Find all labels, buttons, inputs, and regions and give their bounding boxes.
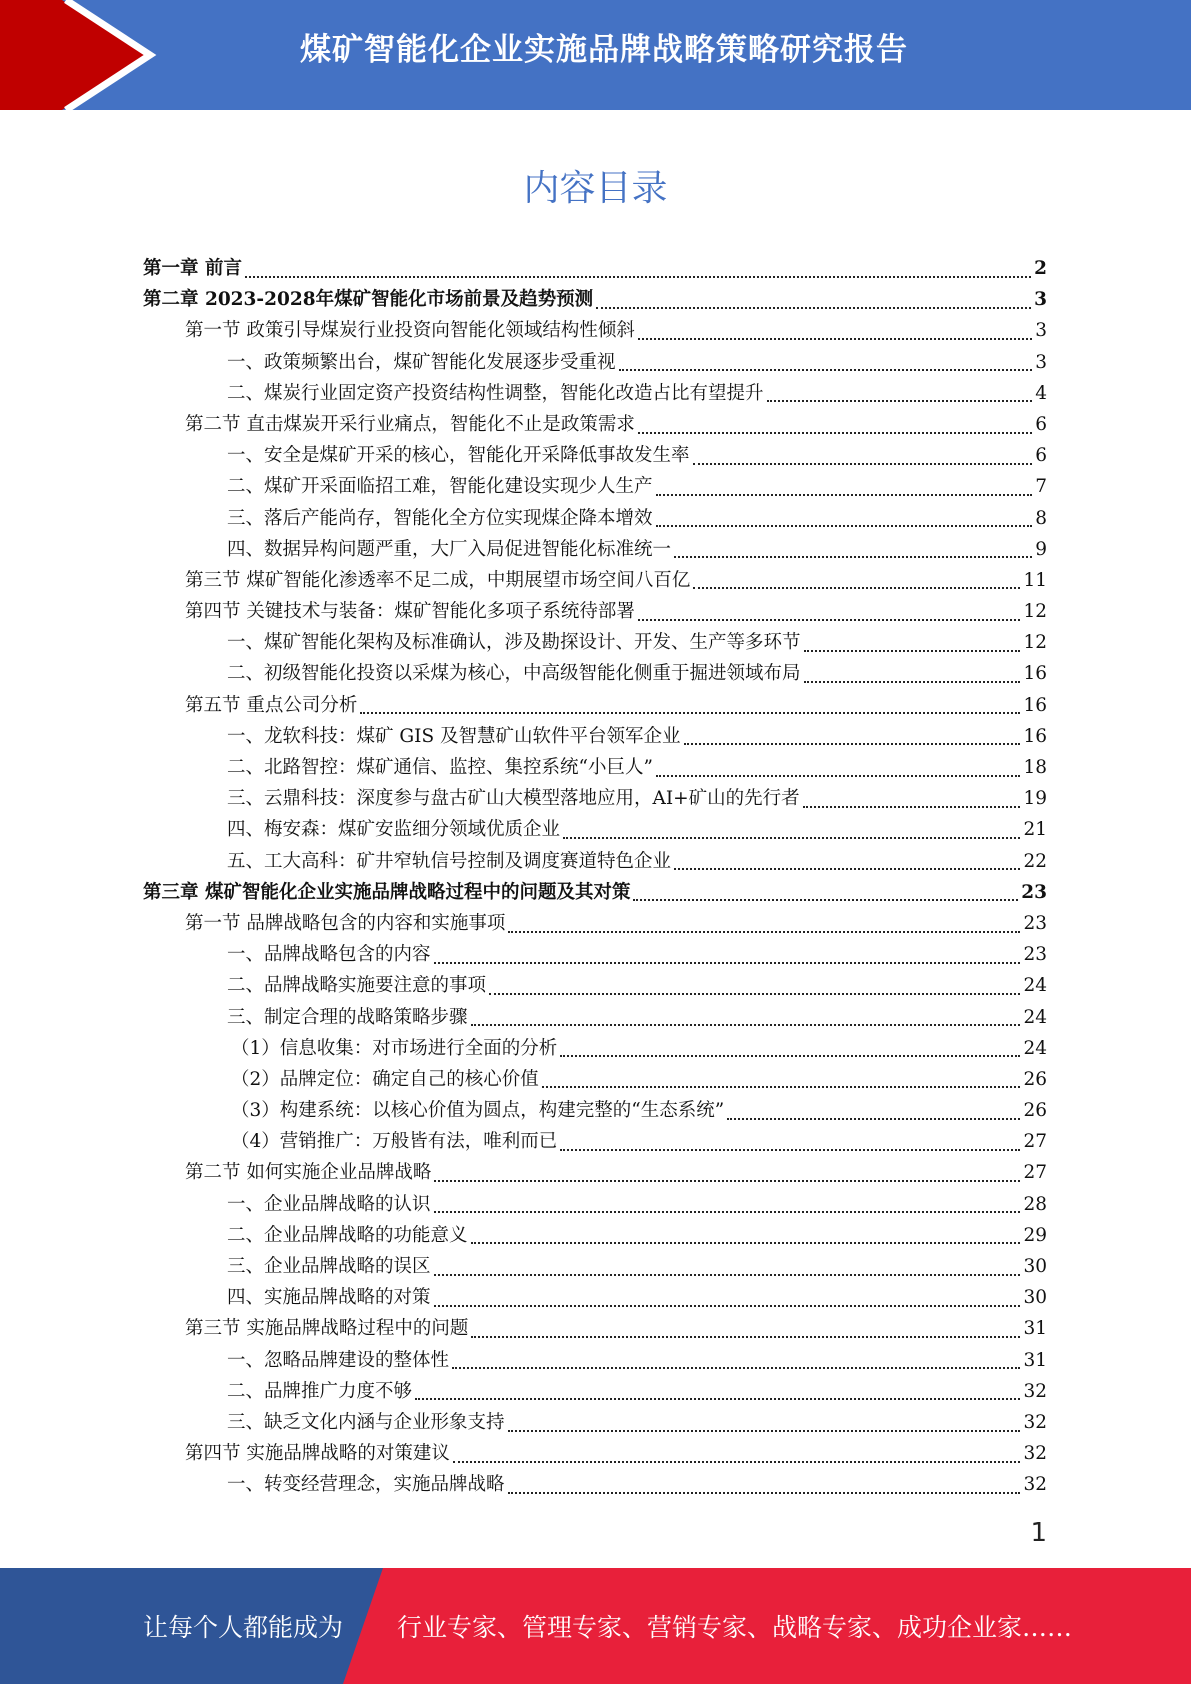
toc-entry-text: 第二节 如何实施企业品牌战略 (185, 1162, 432, 1184)
toc-entry-page: 18 (1023, 757, 1047, 778)
toc-entry-page: 6 (1035, 413, 1047, 435)
toc-entry-page: 31 (1023, 1349, 1047, 1371)
header-title: 煤矿智能化企业实施品牌战略策略研究报告 (300, 32, 908, 68)
toc-leader-dots (674, 556, 1032, 558)
toc-entry-page: 23 (1023, 912, 1047, 934)
toc-entry-page: 3 (1035, 351, 1047, 373)
toc-entry[interactable] (143, 1095, 1047, 1126)
toc-leader-dots (674, 868, 1020, 870)
toc-entry-text: （4）营销推广：万般皆有法，唯利而已 (231, 1131, 558, 1153)
toc-entry[interactable] (143, 378, 1047, 409)
toc-entry-page: 26 (1023, 1100, 1047, 1122)
toc-leader-dots (638, 619, 1021, 621)
toc-entry[interactable] (143, 721, 1047, 752)
toc-leader-dots (434, 1211, 1021, 1213)
toc-entry[interactable] (143, 752, 1047, 783)
toc-leader-dots (693, 463, 1033, 465)
toc-entry-text: 四、实施品牌战略的对策 (227, 1287, 431, 1309)
toc-leader-dots (453, 1461, 1021, 1463)
toc-entry-text: （1）信息收集：对市场进行全面的分析 (231, 1037, 558, 1059)
toc-entry-text: 第四节 实施品牌战略的对策建议 (185, 1443, 450, 1465)
toc-entry-page: 19 (1023, 788, 1047, 810)
toc-entry-page: 12 (1023, 632, 1047, 654)
toc-entry-page: 29 (1023, 1224, 1047, 1246)
toc-entry-page: 32 (1023, 1411, 1047, 1433)
toc-leader-dots (434, 962, 1021, 964)
toc-entry[interactable] (143, 1407, 1047, 1438)
toc-entry[interactable] (143, 315, 1047, 346)
toc-entry[interactable] (143, 347, 1047, 378)
toc-entry[interactable] (143, 939, 1047, 970)
toc-entry-text: 五、工大高科：矿井窄轨信号控制及调度赛道特色企业 (227, 850, 672, 872)
toc-entry-page: 9 (1035, 538, 1047, 560)
toc-leader-dots (596, 307, 1031, 309)
toc-entry-text: 三、落后产能尚存，智能化全方位实现煤企降本增效 (227, 507, 653, 529)
toc-entry-text: 二、品牌推广力度不够 (227, 1380, 413, 1402)
toc-entry-text: 二、初级智能化投资以采煤为核心，中高级智能化侧重于掘进领域布局 (227, 663, 801, 685)
toc-entry-text: 四、数据异构问题严重，大厂入局促进智能化标准统一 (227, 538, 672, 560)
toc-leader-dots (434, 1305, 1021, 1307)
toc-entry-text: 第二节 直击煤炭开采行业痛点，智能化不止是政策需求 (185, 413, 635, 435)
toc-entry[interactable] (143, 1189, 1047, 1220)
toc-entry[interactable] (143, 658, 1047, 689)
toc-leader-dots (452, 1367, 1020, 1369)
toc-entry[interactable] (143, 1157, 1047, 1188)
toc-entry-text: 一、安全是煤矿开采的核心，智能化开采降低事故发生率 (227, 445, 690, 467)
toc-entry[interactable] (143, 1469, 1047, 1500)
toc-entry[interactable] (143, 1251, 1047, 1282)
toc-entry-page: 32 (1023, 1380, 1047, 1402)
toc-leader-dots (767, 400, 1033, 402)
toc-entry-text: 一、转变经营理念，实施品牌战略 (227, 1474, 505, 1496)
toc-entry-page: 30 (1023, 1256, 1047, 1277)
toc-entry[interactable] (143, 1126, 1047, 1157)
toc-leader-dots (633, 899, 1018, 901)
toc-entry-text: 二、北路智控：煤矿通信、监控、集控系统“小巨人” (227, 757, 653, 778)
toc-entry-page: 6 (1035, 445, 1047, 467)
toc-entry[interactable] (143, 284, 1047, 315)
toc-entry[interactable] (143, 1345, 1047, 1376)
toc-entry[interactable] (143, 1064, 1047, 1095)
footer-slogan-right: 行业专家、管理专家、营销专家、战略专家、成功企业家…… (397, 1613, 1073, 1642)
toc-entry-page: 30 (1023, 1287, 1047, 1309)
toc-entry[interactable] (143, 409, 1047, 440)
toc-entry-page: 12 (1023, 601, 1047, 623)
toc-entry[interactable] (143, 877, 1047, 908)
toc-leader-dots (804, 681, 1021, 683)
toc-leader-dots (693, 587, 1020, 589)
toc-entry-page: 24 (1023, 1037, 1047, 1059)
toc-leader-dots (656, 494, 1033, 496)
toc-entry-page: 3 (1034, 289, 1047, 311)
toc-leader-dots (245, 276, 1031, 278)
toc-entry-text: 三、缺乏文化内涵与企业形象支持 (227, 1411, 505, 1433)
toc-entry-text: 三、云鼎科技：深度参与盘古矿山大模型落地应用，AI+矿山的先行者 (227, 788, 800, 810)
toc-leader-dots (563, 837, 1020, 839)
toc-entry-page: 31 (1023, 1318, 1047, 1340)
toc-entry-page: 4 (1035, 382, 1047, 404)
toc-leader-dots (560, 1055, 1020, 1057)
toc-leader-dots (434, 1274, 1021, 1276)
toc-leader-dots (638, 338, 1032, 340)
toc-entry-page: 24 (1023, 975, 1047, 997)
toc-entry-text: 第二章 2023-2028年煤矿智能化市场前景及趋势预测 (143, 289, 594, 311)
toc-entry-page: 16 (1023, 663, 1047, 685)
toc-leader-dots (471, 1024, 1021, 1026)
toc-entry[interactable] (143, 783, 1047, 814)
toc-leader-dots (471, 1242, 1021, 1244)
toc-entry-text: 第三节 实施品牌战略过程中的问题 (185, 1318, 469, 1340)
toc-entry-text: 一、忽略品牌建设的整体性 (227, 1349, 450, 1371)
toc-leader-dots (489, 993, 1020, 995)
toc-entry-text: 三、制定合理的战略策略步骤 (227, 1006, 468, 1028)
toc-entry-text: 二、煤炭行业固定资产投资结构性调整，智能化改造占比有望提升 (227, 382, 764, 404)
toc-leader-dots (638, 432, 1032, 434)
toc-entry-page: 7 (1035, 476, 1047, 498)
page-header (0, 0, 1191, 110)
toc-entry-page: 11 (1023, 569, 1047, 591)
toc-entry[interactable] (143, 690, 1047, 721)
toc-entry-text: 第三节 煤矿智能化渗透率不足二成，中期展望市场空间八百亿 (185, 569, 691, 591)
toc-entry-text: 二、煤矿开采面临招工难，智能化建设实现少人生产 (227, 476, 653, 498)
toc-entry[interactable] (143, 1002, 1047, 1033)
toc-leader-dots (471, 1336, 1020, 1338)
toc-entry-page: 26 (1023, 1068, 1047, 1090)
toc-entry-page: 27 (1023, 1131, 1047, 1153)
toc-entry-text: 第三章 煤矿智能化企业实施品牌战略过程中的问题及其对策 (143, 881, 631, 903)
toc-entry-text: 三、企业品牌战略的误区 (227, 1256, 431, 1277)
toc-entry[interactable] (143, 471, 1047, 502)
table-of-contents (143, 253, 1047, 1501)
toc-leader-dots (656, 525, 1033, 527)
toc-entry-text: 一、品牌战略包含的内容 (227, 944, 431, 966)
toc-entry[interactable] (143, 1438, 1047, 1469)
toc-entry-text: 一、龙软科技：煤矿 GIS 及智慧矿山软件平台领军企业 (227, 725, 681, 747)
toc-entry[interactable] (143, 1376, 1047, 1407)
toc-entry[interactable] (143, 970, 1047, 1001)
toc-entry-text: 第一节 政策引导煤炭行业投资向智能化领域结构性倾斜 (185, 320, 635, 342)
toc-entry-text: 四、梅安森：煤矿安监细分领域优质企业 (227, 819, 561, 841)
toc-entry-text: 第四节 关键技术与装备：煤矿智能化多项子系统待部署 (185, 601, 635, 623)
toc-leader-dots (415, 1398, 1020, 1400)
toc-entry-page: 32 (1023, 1474, 1047, 1496)
toc-leader-dots (803, 806, 1021, 808)
toc-entry-text: （2）品牌定位：确定自己的核心价值 (231, 1068, 539, 1090)
toc-entry[interactable] (143, 534, 1047, 565)
toc-entry[interactable] (143, 627, 1047, 658)
toc-entry[interactable] (143, 440, 1047, 471)
toc-entry-text: （3）构建系统：以核心价值为圆点，构建完整的“生态系统” (231, 1100, 725, 1122)
toc-entry-page: 23 (1021, 881, 1047, 903)
toc-entry[interactable] (143, 1313, 1047, 1344)
toc-entry-page: 23 (1023, 944, 1047, 966)
toc-entry-text: 第一节 品牌战略包含的内容和实施事项 (185, 912, 506, 934)
toc-leader-dots (804, 650, 1021, 652)
toc-entry[interactable] (143, 1033, 1047, 1064)
toc-entry-page: 24 (1023, 1006, 1047, 1028)
toc-entry-page: 16 (1023, 694, 1047, 716)
toc-entry-page: 8 (1035, 507, 1047, 529)
toc-title: 内容目录 (523, 168, 668, 209)
toc-entry-text: 一、政策频繁出台，煤矿智能化发展逐步受重视 (227, 351, 616, 373)
toc-leader-dots (727, 1118, 1020, 1120)
toc-entry-text: 第五节 重点公司分析 (185, 694, 358, 716)
toc-entry[interactable] (143, 1220, 1047, 1251)
toc-entry[interactable] (143, 253, 1047, 284)
toc-entry[interactable] (143, 846, 1047, 877)
toc-leader-dots (508, 931, 1020, 933)
toc-entry-text: 一、煤矿智能化架构及标准确认，涉及勘探设计、开发、生产等多环节 (227, 632, 801, 654)
toc-entry-page: 27 (1023, 1162, 1047, 1184)
toc-entry-page: 2 (1034, 258, 1047, 279)
toc-leader-dots (542, 1086, 1021, 1088)
toc-leader-dots (560, 1149, 1020, 1151)
toc-entry[interactable] (143, 814, 1047, 845)
toc-entry[interactable] (143, 596, 1047, 627)
toc-leader-dots (508, 1492, 1021, 1494)
toc-entry[interactable] (143, 503, 1047, 534)
toc-leader-dots (508, 1430, 1021, 1432)
page-number: 1 (1030, 1518, 1047, 1548)
toc-entry-page: 28 (1023, 1193, 1047, 1215)
toc-entry-page: 21 (1023, 819, 1047, 841)
toc-entry-page: 32 (1023, 1443, 1047, 1465)
toc-leader-dots (684, 743, 1021, 745)
toc-entry-page: 22 (1023, 850, 1047, 872)
toc-entry-text: 第一章 前言 (143, 258, 242, 279)
toc-entry-page: 16 (1023, 725, 1047, 747)
toc-entry[interactable] (143, 908, 1047, 939)
toc-entry-page: 3 (1035, 320, 1047, 342)
toc-leader-dots (360, 712, 1020, 714)
page-footer (0, 1568, 1191, 1684)
footer-slogan-left: 让每个人都能成为 (143, 1613, 344, 1642)
toc-entry-text: 二、品牌战略实施要注意的事项 (227, 975, 487, 997)
toc-leader-dots (656, 775, 1021, 777)
toc-entry-text: 一、企业品牌战略的认识 (227, 1193, 431, 1215)
toc-leader-dots (619, 369, 1033, 371)
toc-entry[interactable] (143, 1282, 1047, 1313)
toc-entry-text: 二、企业品牌战略的功能意义 (227, 1224, 468, 1246)
toc-leader-dots (434, 1180, 1020, 1182)
toc-entry[interactable] (143, 565, 1047, 596)
